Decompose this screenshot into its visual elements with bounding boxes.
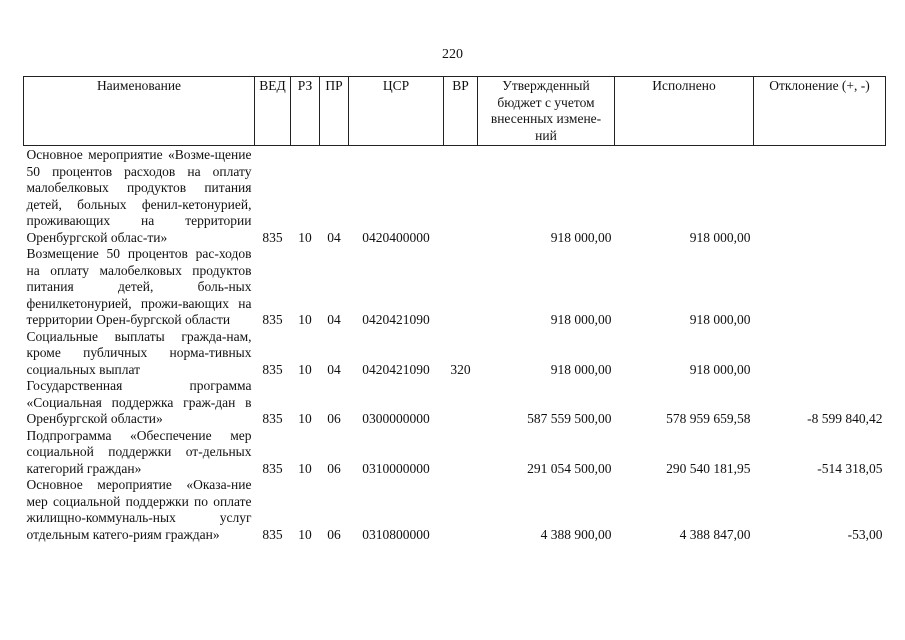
row-pr: 04 [327, 229, 341, 245]
row-budget: 291 054 500,00 [527, 460, 612, 476]
row-executed: 578 959 659,58 [666, 411, 751, 426]
row-budget: 918 000,00 [550, 312, 612, 327]
row-ved: 835 [262, 229, 283, 245]
row-vr [444, 477, 478, 543]
row-vr [444, 428, 478, 478]
row-deviation: -8 599 840,42 [807, 411, 883, 426]
row-ved: 835 [262, 361, 283, 377]
table-row [24, 246, 886, 329]
row-pr: 06 [327, 411, 341, 426]
row-rz: 10 [298, 460, 312, 476]
table-header-row [24, 77, 886, 146]
row-csr: 0420421090 [362, 312, 430, 327]
table-row [24, 477, 886, 543]
row-csr: 0300000000 [362, 411, 430, 426]
row-rz: 10 [298, 229, 312, 245]
row-deviation [754, 246, 886, 329]
row-name: Государственная программа «Социальная поддержка граж-дан в Оренбургской области» [26, 378, 252, 426]
header-executed: Исполнено [615, 77, 754, 146]
page-number: 220 [442, 47, 463, 62]
header-pr: ПР [320, 77, 349, 146]
row-executed: 918 000,00 [689, 312, 751, 327]
table-row [24, 378, 886, 428]
row-ved: 835 [262, 312, 283, 327]
row-vr [444, 147, 478, 246]
row-ved: 835 [262, 460, 283, 476]
row-executed: 918 000,00 [689, 361, 751, 377]
row-deviation: -53,00 [847, 526, 883, 542]
header-deviation: Отклонение (+, -) [754, 77, 886, 146]
row-budget: 4 388 900,00 [540, 526, 612, 542]
header-name: Наименование [24, 77, 255, 146]
row-name: Подпрограмма «Обеспечение мер социальной поддержки от-дельных категорий граждан» [26, 427, 252, 476]
row-budget: 918 000,00 [550, 229, 612, 245]
row-pr: 06 [327, 526, 341, 542]
row-pr: 04 [327, 312, 341, 327]
row-executed: 918 000,00 [689, 229, 751, 245]
header-ved: ВЕД [255, 77, 291, 146]
row-vr: 320 [450, 361, 471, 377]
table-row [24, 329, 886, 379]
row-rz: 10 [298, 312, 312, 327]
row-vr [444, 378, 478, 428]
row-vr [444, 246, 478, 329]
row-rz: 10 [298, 361, 312, 377]
header-rz: РЗ [291, 77, 320, 146]
row-rz: 10 [298, 411, 312, 426]
table-row [24, 428, 886, 478]
row-executed: 290 540 181,95 [666, 460, 751, 476]
row-executed: 4 388 847,00 [679, 526, 751, 542]
row-csr: 0420400000 [362, 229, 430, 245]
row-deviation: -514 318,05 [817, 460, 883, 476]
table-row [24, 147, 886, 246]
row-name: Основное мероприятие «Оказа-ние мер социальной поддержки по оплате жилищно-коммуналь-ных услуг отдельным катего-риям граждан» [26, 477, 252, 542]
row-deviation [754, 329, 886, 379]
row-rz: 10 [298, 526, 312, 542]
header-csr: ЦСР [349, 77, 444, 146]
row-name: Основное мероприятие «Возме-щение 50 процентов расходов на оплату малобелковых продуктов питания детей, больных фенил-кетонурией, проживающих на территории Оренбургской облас-ти» [26, 147, 252, 245]
row-budget: 918 000,00 [550, 361, 612, 377]
row-csr: 0420421090 [362, 361, 430, 377]
row-ved: 835 [262, 411, 283, 426]
row-name: Возмещение 50 процентов рас-ходов на оплату малобелковых продуктов питания детей, боль-ных фенилкетонурией, прожи-вающих на территории Орен-бургской области [26, 246, 252, 327]
row-budget: 587 559 500,00 [527, 411, 612, 426]
row-pr: 04 [327, 361, 341, 377]
budget-execution-table [23, 76, 886, 543]
row-pr: 06 [327, 460, 341, 476]
row-deviation [754, 147, 886, 246]
row-ved: 835 [262, 526, 283, 542]
header-budget: Утвержденный бюджет с учетом внесенных измене-ний [478, 77, 615, 146]
row-csr: 0310800000 [362, 526, 430, 542]
row-csr: 0310000000 [362, 460, 430, 476]
header-vr: ВР [444, 77, 478, 146]
row-name: Социальные выплаты гражда-нам, кроме публичных норма-тивных социальных выплат [26, 328, 252, 377]
